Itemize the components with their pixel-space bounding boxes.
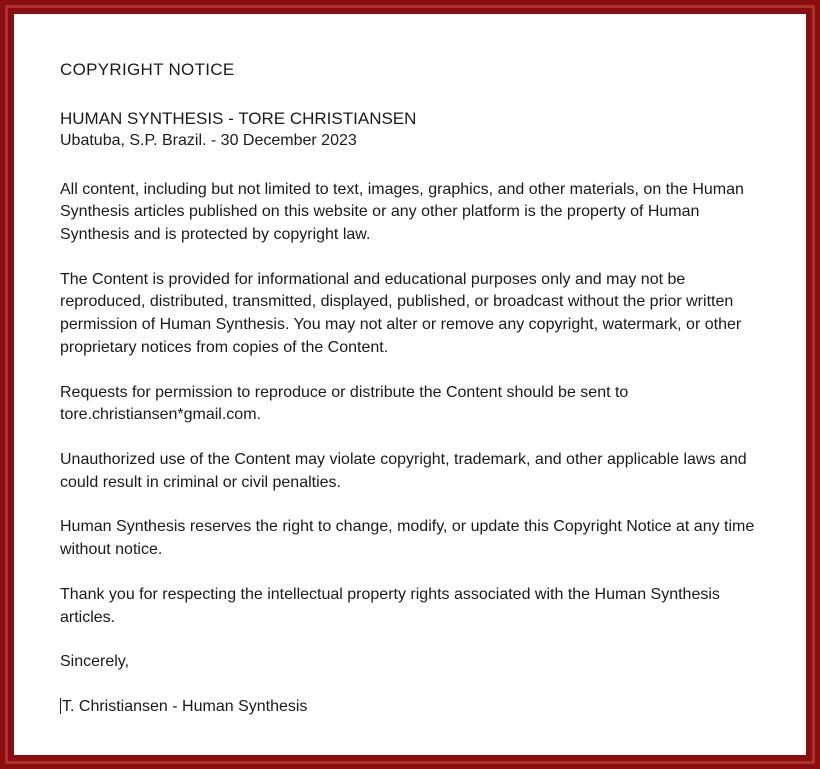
paragraph: Thank you for respecting the intellectual property rights associated with the Human Synthesis articles. bbox=[60, 585, 720, 626]
paragraph: The Content is provided for informational and educational purposes only and may not be reproduced, distributed, transmitted, displayed, published, or broadcast without the prior written permission of Human Synthesis. You may not alter or remove any copyright, watermark, or other proprietary notices from copies of the Content. bbox=[60, 270, 742, 356]
page-title: COPYRIGHT NOTICE bbox=[60, 60, 235, 79]
paragraph: Human Synthesis reserves the right to change, modify, or update this Copyright Notice at any time without notice. bbox=[60, 518, 755, 559]
paragraph: All content, including but not limited to text, images, graphics, and other materials, on the Human Synthesis articles published on this website or any other platform is the property of Human Synthesis and is protected by copyright law. bbox=[60, 180, 744, 243]
signature-line bbox=[60, 696, 762, 719]
signature-text: T. Christiansen - Human Synthesis bbox=[62, 698, 308, 716]
organization-line: HUMAN SYNTHESIS - TORE CHRISTIANSEN bbox=[60, 109, 417, 128]
document-border-inner bbox=[5, 5, 815, 764]
document-sheet bbox=[14, 14, 806, 755]
location-date-line: Ubatuba, S.P. Brazil. - 30 December 2023 bbox=[60, 132, 357, 150]
paragraph: Requests for permission to reproduce or distribute the Content should be sent to tore.christiansen*gmail.com. bbox=[60, 383, 629, 424]
text-caret bbox=[60, 698, 61, 714]
closing-line: Sincerely, bbox=[60, 653, 130, 671]
paragraph: Unauthorized use of the Content may violate copyright, trademark, and other applicable laws and could result in criminal or civil penalties. bbox=[60, 451, 747, 491]
